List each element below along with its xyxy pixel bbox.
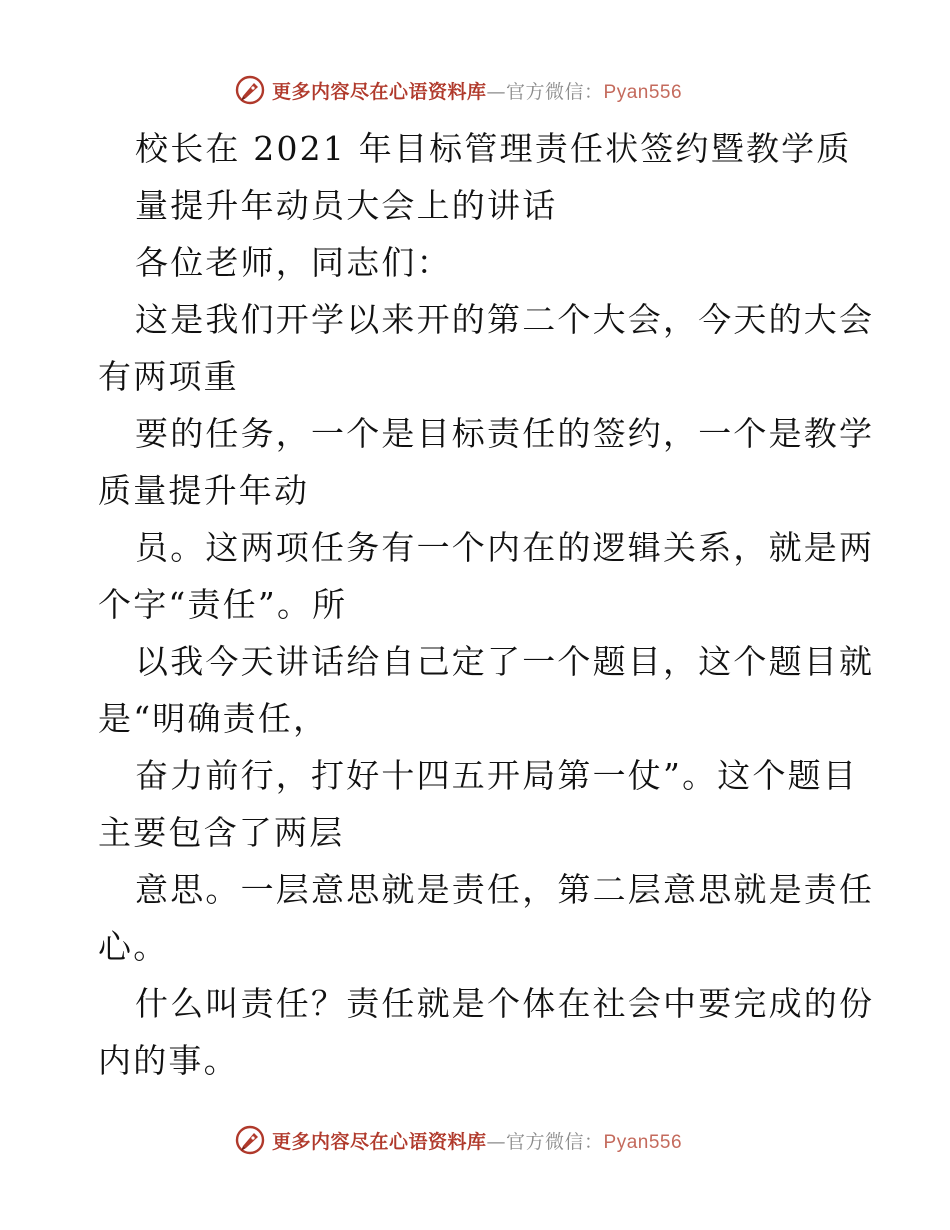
watermark-separator: — [486,80,507,103]
body-line: 有两项重 [98,357,239,396]
body-line: 以我今天讲话给自己定了一个题目，这个题目就 [135,642,875,681]
body-paragraphs [98,234,875,1089]
pen-nib-logo-icon [234,1124,266,1156]
body-line: 质量提升年动 [98,471,310,510]
watermark-site-text: 更多内容尽在心语资料库 [272,80,487,103]
watermark-text [272,77,682,104]
body-line: 各位老师，同志们： [135,243,452,282]
body-line: 主要包含了两层 [98,813,345,852]
body-line: 员。这两项任务有一个内在的逻辑关系，就是两 [135,528,875,567]
watermark-site-text: 更多内容尽在心语资料库 [272,1130,487,1153]
footer-watermark [234,1122,682,1158]
title-line-2: 量提升年动员大会上的讲话 [135,186,558,225]
document-body [98,120,875,1089]
title-line-1: 校长在 2021 年目标管理责任状签约暨教学质 [135,129,852,168]
body-line: 内的事。 [98,1041,239,1080]
watermark-official-label: 官方微信： [506,1130,604,1153]
pen-nib-logo-icon [234,74,266,106]
body-line: 个字“责任”。所 [98,585,348,624]
watermark-text [272,1127,682,1154]
body-line: 是“明确责任， [98,699,329,738]
watermark-separator: — [486,1130,507,1153]
body-line: 这是我们开学以来开的第二个大会，今天的大会 [135,300,875,339]
watermark-wechat-id: Pyan556 [603,1131,683,1153]
body-line: 什么叫责任？责任就是个体在社会中要完成的份 [135,984,875,1023]
body-line: 要的任务，一个是目标责任的签约，一个是教学 [135,414,875,453]
watermark-wechat-id: Pyan556 [603,81,683,103]
body-line: 奋力前行，打好十四五开局第一仗”。这个题目 [135,756,859,795]
header-watermark [234,72,682,108]
body-line: 意思。一层意思就是责任，第二层意思就是责任 [135,870,875,909]
body-line: 心。 [98,927,169,966]
watermark-official-label: 官方微信： [506,80,604,103]
